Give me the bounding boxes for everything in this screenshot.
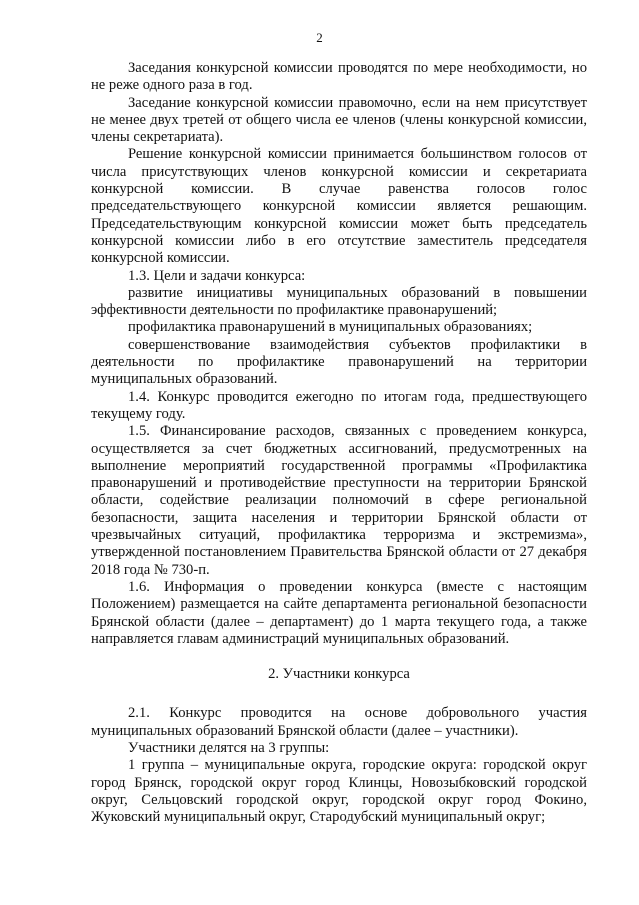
paragraph: 1.4. Конкурс проводится ежегодно по итогам года, предшествующего текущему году. — [91, 388, 587, 422]
paragraph: Участники делятся на 3 группы: — [128, 739, 330, 756]
section-heading: 2. Участники конкурса — [268, 666, 410, 683]
paragraph: 1.6. Информация о проведении конкурса (вместе с настоящим Положением) размещается на сайте департамента региональной безопасности Брянской области (далее – департамент) до 1 марта текущего года, а также направляется главам администраций муниципальных образований. — [91, 578, 587, 647]
document-body — [91, 60, 587, 826]
paragraph: 1.5. Финансирование расходов, связанных с проведением конкурса, осуществляется за счет бюджетных ассигнований, предусмотренных на выполнение мероприятий государственной программы «Профилактика правонарушений и противодействие преступности на территории Брянской области, содействие реализации полномочий в сфере региональной безопасности, защита населения и территории Брянской области от чрезвычайных ситуаций, профилактика терроризма и экстремизма», утвержденной постановлением Правительства Брянской области от 27 декабря 2018 года № 730-п. — [91, 423, 587, 578]
paragraph: совершенствование взаимодействия субъектов профилактики в деятельности по профилактике правонарушений на территории муниципальных образований. — [91, 336, 587, 388]
paragraph: 1 группа – муниципальные округа, городские округа: городской округ город Брянск, городской округ город Клинцы, Новозыбковский городской округ, Сельцовский городской округ, городской округ город Фокино, Жуковский муниципальный округ, Стародубский муниципальный округ; — [91, 757, 587, 826]
page-number: 2 — [316, 30, 323, 45]
paragraph: Заседание конкурсной комиссии правомочно, если на нем присутствует не менее двух третей от общего числа ее членов (члены конкурсной комиссии, члены секретариата). — [91, 94, 587, 146]
paragraph: профилактика правонарушений в муниципальных образованиях; — [128, 319, 533, 336]
paragraph: развитие инициативы муниципальных образований в повышении эффективности деятельности по профилактике правонарушений; — [91, 284, 587, 319]
paragraph: 1.3. Цели и задачи конкурса: — [128, 267, 306, 284]
paragraph: Заседания конкурсной комиссии проводятся по мере необходимости, но не реже одного раза в год. — [91, 60, 587, 94]
paragraph: 2.1. Конкурс проводится на основе добровольного участия муниципальных образований Брянской области (далее – участники). — [91, 705, 587, 739]
paragraph: Решение конкурсной комиссии принимается большинством голосов от числа присутствующих членов конкурсной комиссии и секретариата конкурсной комиссии. В случае равенства голосов голос председательствующего конкурсной комиссии является решающим. Председательствующим конкурсной комиссии может быть председатель конкурсной комиссии либо в его отсутствие заместитель председателя конкурсной комиссии. — [91, 146, 587, 267]
